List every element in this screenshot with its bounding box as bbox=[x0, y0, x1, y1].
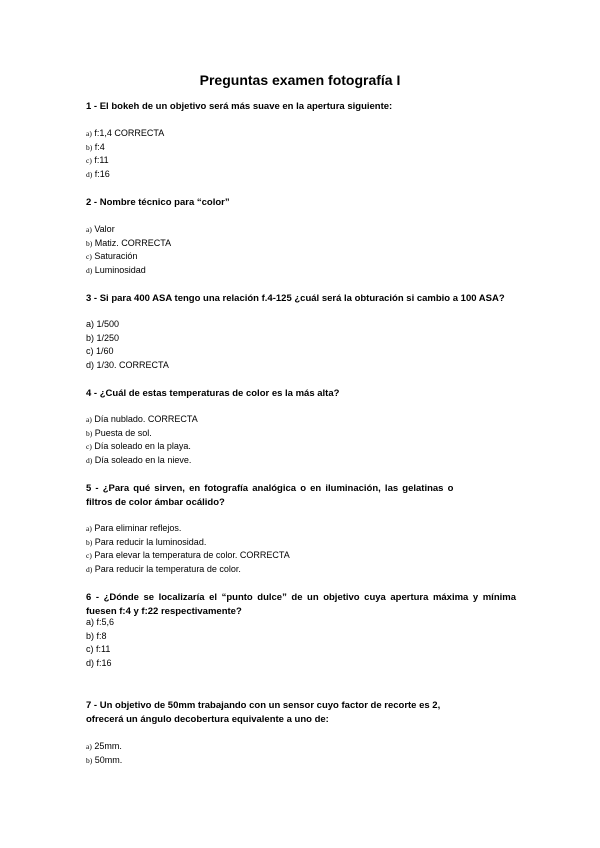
question-2: 2 - Nombre técnico para “color” bbox=[86, 197, 230, 208]
question-7-options bbox=[86, 740, 526, 767]
option-d: d) Para reducir la temperatura de color. bbox=[86, 563, 241, 574]
option-a: a) f:5,6 bbox=[86, 617, 115, 627]
option-d: d) Luminosidad bbox=[86, 264, 146, 275]
option-d: d) f:16 bbox=[86, 657, 112, 668]
question-7-line-1: 7 - Un objetivo de 50mm trabajando con un sensor cuyo factor de recorte es 2, bbox=[86, 700, 441, 711]
option-b: b) Puesta de sol. bbox=[86, 427, 152, 438]
question-4: 4 - ¿Cuál de estas temperaturas de color es la más alta? bbox=[86, 388, 340, 399]
option-a: a) Día nublado. CORRECTA bbox=[86, 414, 198, 424]
question-7 bbox=[86, 699, 486, 727]
option-a: a) Valor bbox=[86, 224, 115, 234]
option-a: a) f:1,4 CORRECTA bbox=[86, 128, 165, 138]
question-1: 1 - El bokeh de un objetivo será más suave en la apertura siguiente: bbox=[86, 101, 393, 112]
question-6-options bbox=[86, 616, 526, 670]
question-1-options bbox=[86, 127, 526, 181]
question-4-options bbox=[86, 413, 526, 467]
option-b: b) f:4 bbox=[86, 141, 105, 152]
question-6: 6 - ¿Dónde se localizaría el “punto dulce” de un objetivo cuya apertura máxima y mínima fuesen f:4 y f:22 respectivamente? bbox=[86, 592, 516, 617]
option-b: b) 1/250 bbox=[86, 332, 120, 343]
question-7-line-2: ofrecerá un ángulo decobertura equivalente a uno de: bbox=[86, 714, 329, 725]
question-3: 3 - Si para 400 ASA tengo una relación f.4-125 ¿cuál será la obturación si cambio a 100 ASA? bbox=[86, 293, 505, 304]
page-title: Preguntas examen fotografía I bbox=[199, 72, 401, 88]
option-b: b) f:8 bbox=[86, 630, 107, 641]
option-a: a) 1/500 bbox=[86, 319, 120, 329]
option-b: b) Para reducir la luminosidad. bbox=[86, 536, 207, 547]
question-5-options bbox=[86, 522, 526, 576]
option-c: c) f:11 bbox=[86, 155, 109, 165]
option-c: c) Día soleado en la playa. bbox=[86, 441, 191, 451]
option-c: c) Para elevar la temperatura de color. CORRECTA bbox=[86, 550, 290, 560]
option-a: a) 25mm. bbox=[86, 741, 122, 751]
option-a: a) Para eliminar reflejos. bbox=[86, 523, 182, 533]
option-c: c) 1/60 bbox=[86, 346, 114, 356]
option-c: c) f:11 bbox=[86, 644, 111, 654]
option-d: d) 1/30. CORRECTA bbox=[86, 359, 169, 370]
option-b: b) Matiz. CORRECTA bbox=[86, 237, 172, 248]
question-3-options bbox=[86, 318, 526, 372]
option-c: c) Saturación bbox=[86, 251, 138, 261]
question-5-line-1: 5 - ¿Para qué sirven, en fotografía analógica o en iluminación, las gelatinas o bbox=[86, 483, 454, 494]
option-d: d) f:16 bbox=[86, 168, 110, 179]
question-5-line-2: filtros de color ámbar ocálido? bbox=[86, 497, 225, 508]
option-b: b) 50mm. bbox=[86, 754, 123, 765]
question-2-options bbox=[86, 223, 526, 277]
question-5 bbox=[86, 482, 486, 510]
option-d: d) Día soleado en la nieve. bbox=[86, 454, 192, 465]
